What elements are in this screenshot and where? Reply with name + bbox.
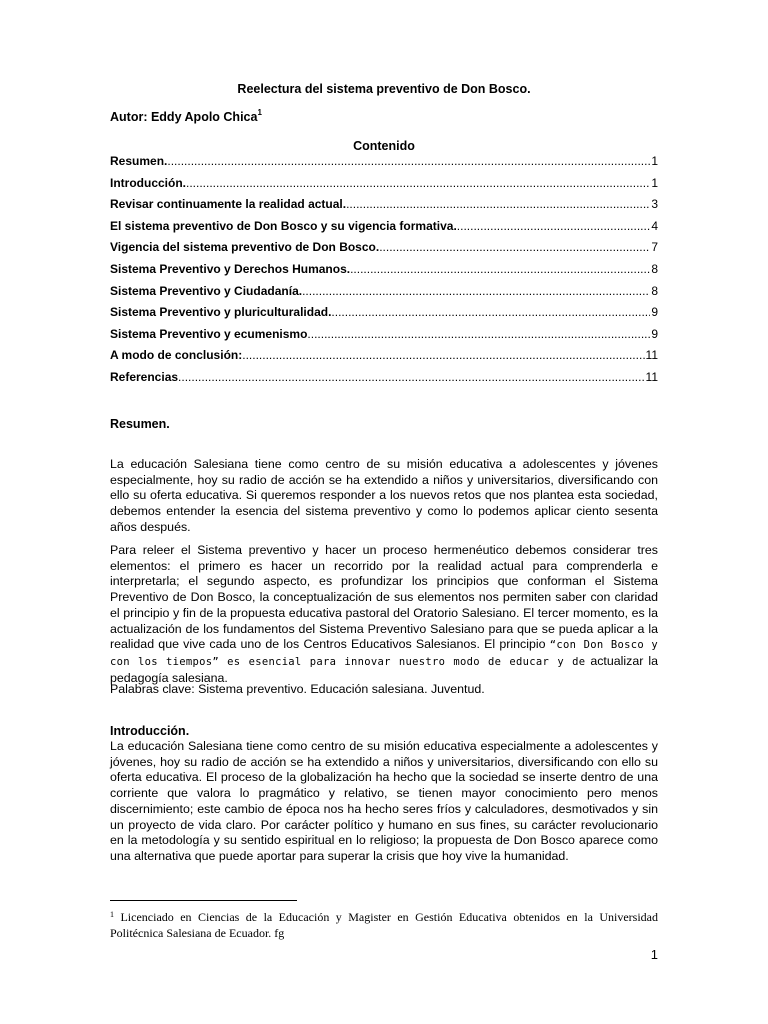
toc-entry-label: Sistema Preventivo y pluriculturalidad. bbox=[110, 305, 332, 320]
toc-entry-page: 3 bbox=[651, 197, 658, 212]
footnote bbox=[110, 907, 658, 941]
toc-entry-label: Resumen. bbox=[110, 154, 168, 168]
toc-entry[interactable] bbox=[110, 305, 658, 327]
footnote-separator bbox=[110, 900, 297, 901]
document-title: Reelectura del sistema preventivo de Don Bosco. bbox=[237, 82, 531, 96]
resumen-paragraph-1: La educación Salesiana tiene como centro de su misión educativa a adolescentes y jóvenes especialmente, hoy su radio de acción se ha extendido a niños y universitarios, diversificando con ello su oferta educativa. Si queremos responder a los nuevos retos que nos plantea esta sociedad, debemos entender la esencia del sistema preventivo y como lo podemos aplicar ciento sesenta años después. bbox=[110, 457, 658, 534]
toc-entry-page: 1 bbox=[651, 175, 658, 190]
resumen-principle-quote: “con Don Bosco y con los tiempos” es esencial para innovar nuestro modo de educar y de bbox=[110, 639, 658, 668]
toc-entry[interactable] bbox=[110, 327, 658, 349]
introduccion-heading: Introducción. bbox=[110, 724, 190, 738]
toc-entry-page: 11 bbox=[645, 369, 658, 384]
toc-leader-dots bbox=[186, 176, 650, 191]
resumen-paragraph-2-text: Para releer el Sistema preventivo y hacer un proceso hermenéutico debemos considerar tres elementos: el primero es hacer un recorrido por la realidad actual para comprenderla e interpretarla; el segundo aspecto, es profundizar los principios que conforman el Sistema Preventivo de Don Bosco, la conceptualización de sus elementos nos permiten saber con claridad el principio y fin de la propuesta educativa pastoral del Oratorio Salesiano. El tercer momento, es la actualización de los fundamentos del Sistema Preventivo Salesiano para que se pueda aplicar a la realidad que vive cada uno de los Centros Educativos Salesianos. El principio bbox=[110, 543, 658, 652]
author-footnote-ref[interactable]: 1 bbox=[257, 108, 262, 117]
author-line bbox=[110, 108, 262, 124]
resumen-paragraph-2 bbox=[110, 543, 658, 686]
toc-entry-label: Vigencia del sistema preventivo de Don Bosco. bbox=[110, 240, 380, 255]
introduccion-paragraph: La educación Salesiana tiene como centro de su misión educativa especialmente a adolescentes y jóvenes, hoy su radio de acción se ha extendido a niños y universitarios, diversificando con ello su oferta educativa. El proceso de la globalización ha hecho que la sociedad se inserte dentro de una corriente que valora lo pragmático y relativo, se tienen mayor conocimiento pero menos discernimiento; este cambio de época nos ha hecho seres fríos y calculadores, desmotivados y sin un proyecto de vida claro. Por carácter político y humano en sus fines, su carácter revolucionario en la metodología y su sentido espiritual en lo religioso; la propuesta de Don Bosco aparece como una alternativa que puede aportar para superar la crisis que hoy vive la humanidad. bbox=[110, 739, 658, 863]
toc-leader-dots bbox=[307, 327, 650, 342]
toc-entry[interactable] bbox=[110, 240, 658, 262]
toc-leader-dots bbox=[178, 370, 644, 385]
table-of-contents bbox=[110, 154, 658, 392]
toc-entry-page: 8 bbox=[651, 261, 658, 276]
resumen-heading: Resumen. bbox=[110, 417, 170, 431]
toc-entry[interactable] bbox=[110, 219, 658, 241]
toc-entry-label: Sistema Preventivo y ecumenismo bbox=[110, 326, 308, 341]
toc-entry-label: El sistema preventivo de Don Bosco y su vigencia formativa. bbox=[110, 218, 457, 233]
toc-leader-dots bbox=[167, 154, 650, 169]
author-name: Autor: Eddy Apolo Chica bbox=[110, 110, 258, 124]
toc-entry[interactable] bbox=[110, 284, 658, 306]
toc-entry[interactable] bbox=[110, 262, 658, 284]
toc-entry-label: Introducción. bbox=[110, 175, 186, 190]
toc-entry-label: A modo de conclusión: bbox=[110, 348, 243, 363]
toc-leader-dots bbox=[302, 284, 650, 299]
toc-entry-page: 9 bbox=[651, 305, 658, 320]
keywords-line: Palabras clave: Sistema preventivo. Educación salesiana. Juventud. bbox=[110, 682, 485, 696]
page-number: 1 bbox=[650, 947, 658, 962]
toc-leader-dots bbox=[242, 348, 644, 363]
toc-entry[interactable] bbox=[110, 370, 658, 392]
toc-leader-dots bbox=[350, 262, 650, 277]
toc-entry-label: Sistema Preventivo y Ciudadanía. bbox=[110, 283, 303, 298]
toc-entry-label: Sistema Preventivo y Derechos Humanos. bbox=[110, 261, 351, 276]
toc-heading: Contenido bbox=[353, 139, 415, 153]
toc-entry-label: Referencias bbox=[110, 369, 179, 384]
footnote-text: Licenciado en Ciencias de la Educación y Magister en Gestión Educativa obtenidos en la Universidad Politécnica Salesiana de Ecuador. fg bbox=[110, 910, 659, 940]
toc-entry[interactable] bbox=[110, 197, 658, 219]
toc-leader-dots bbox=[331, 305, 650, 320]
toc-entry-page: 4 bbox=[651, 218, 658, 233]
toc-leader-dots bbox=[379, 240, 650, 255]
toc-entry-page: 8 bbox=[651, 283, 658, 298]
toc-entry[interactable] bbox=[110, 154, 658, 176]
toc-leader-dots bbox=[457, 219, 651, 234]
toc-entry[interactable] bbox=[110, 348, 658, 370]
toc-entry-page: 1 bbox=[651, 154, 658, 168]
resumen-paragraph-2-end: actualizar la pedagogía salesiana. bbox=[110, 653, 658, 685]
toc-entry-page: 7 bbox=[651, 240, 658, 255]
toc-entry-page: 11 bbox=[645, 348, 658, 363]
toc-entry-label: Revisar continuamente la realidad actual. bbox=[110, 197, 347, 212]
toc-entry[interactable] bbox=[110, 176, 658, 198]
footnote-number: 1 bbox=[110, 910, 114, 919]
toc-entry-page: 9 bbox=[651, 326, 658, 341]
toc-leader-dots bbox=[346, 197, 650, 212]
